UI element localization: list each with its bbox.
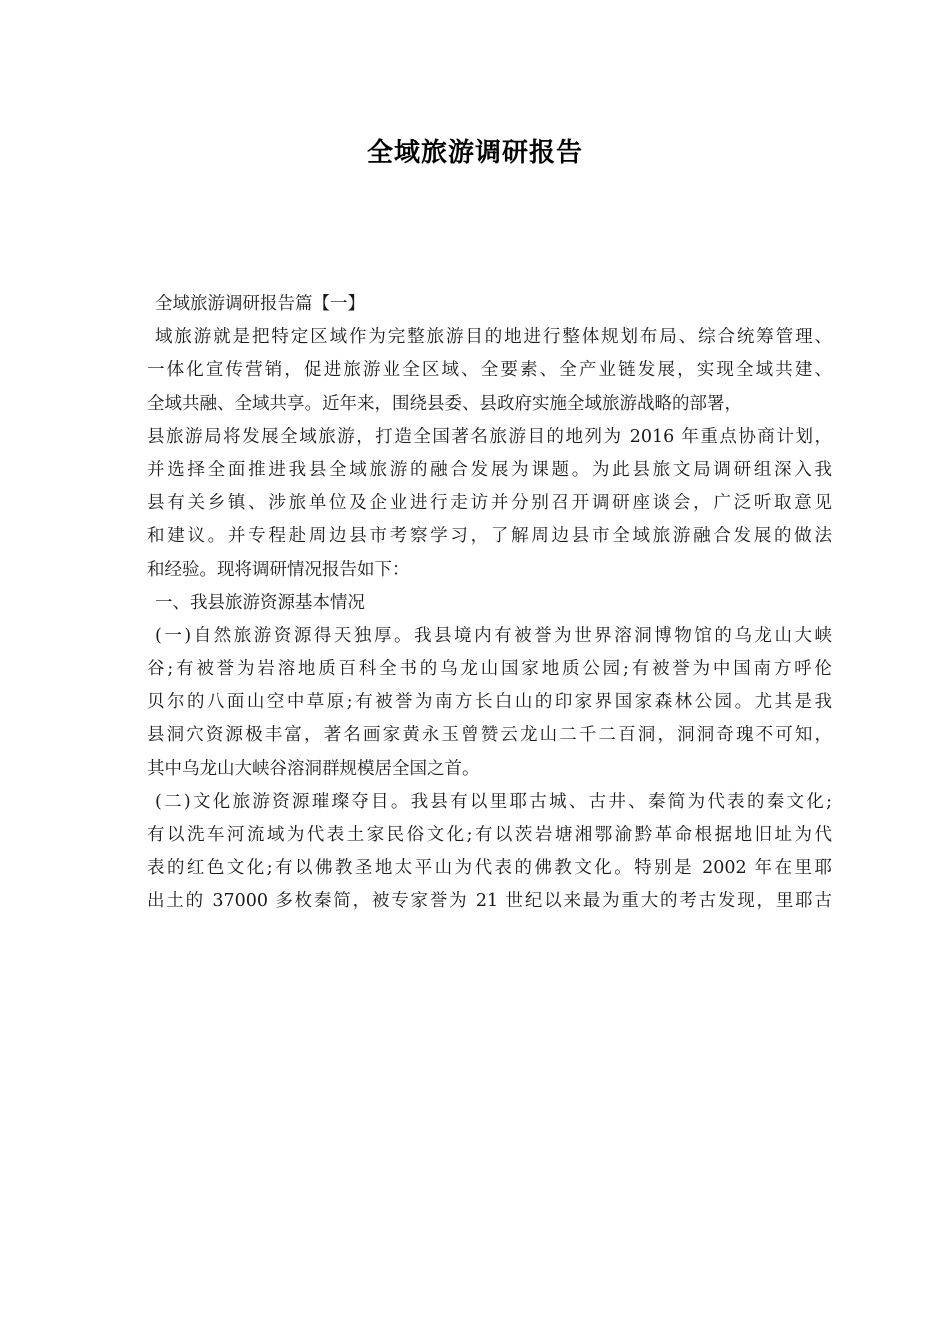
body-line: 并选择全面推进我县全域旅游的融合发展为课题。为此县旅文局调研组深入我 (147, 459, 832, 480)
section-heading: 全域旅游调研报告篇【一】 (155, 294, 365, 314)
body-line: 有以洗车河流域为代表土家民俗文化;有以茨岩塘湘鄂渝黔革命根据地旧址为代 (147, 825, 832, 845)
body-line: 县旅游局将发展全域旅游，打造全国著名旅游目的地列为 2016 年重点协商计划， (147, 426, 832, 447)
body-line: 域旅游就是把特定区域作为完整旅游目的地进行整体规划布局、综合统筹管理、 (155, 327, 832, 348)
body-line: 和经验。现将调研情况报告如下： (147, 559, 410, 580)
section-heading: 一、我县旅游资源基本情况 (155, 592, 365, 613)
body-line: 一体化宣传营销，促进旅游业全区域、全要素、全产业链发展，实现全域共建、 (147, 360, 832, 381)
body-line: 和建议。并专程赴周边县市考察学习，了解周边县市全域旅游融合发展的做法 (147, 526, 832, 547)
body-line: 谷;有被誉为岩溶地质百科全书的乌龙山国家地质公园;有被誉为中国南方呼伦 (147, 659, 832, 680)
body-line: 贝尔的八面山空中草原;有被誉为南方长白山的印家界国家森林公园。尤其是我 (147, 692, 832, 713)
body-line: 出土的 37000 多枚秦简，被专家誉为 21 世纪以来最为重大的考古发现，里耶古 (147, 891, 832, 912)
body-line: 其中乌龙山大峡谷溶洞群规模居全国之首。 (147, 758, 480, 779)
body-line: 县有关乡镇、涉旅单位及企业进行走访并分别召开调研座谈会，广泛听取意见 (147, 493, 832, 514)
body-line: 县洞穴资源极丰富，著名画家黄永玉曾赞云龙山二千二百洞，洞洞奇瑰不可知， (147, 725, 832, 746)
body-line: 表的红色文化;有以佛教圣地太平山为代表的佛教文化。特别是 2002 年在里耶 (147, 858, 832, 879)
document-title: 全域旅游调研报告 (366, 138, 583, 168)
document-body (147, 288, 832, 919)
body-line: (一)自然旅游资源得天独厚。我县境内有被誉为世界溶洞博物馆的乌龙山大峡 (155, 625, 832, 646)
body-line: (二)文化旅游资源璀璨夺目。我县有以里耶古城、古井、秦简为代表的秦文化; (155, 791, 832, 812)
body-line: 全域共融、全域共享。近年来，围绕县委、县政府实施全域旅游战略的部署， (147, 393, 742, 414)
